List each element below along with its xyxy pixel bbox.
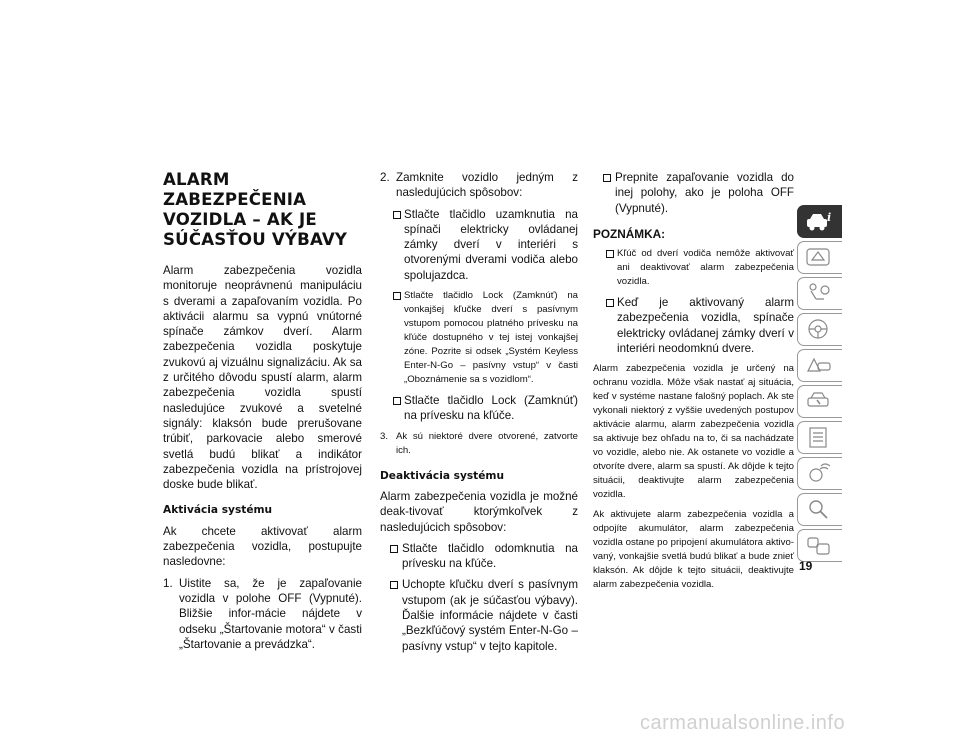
body-paragraph: Ak aktivujete alarm zabezpečenia vozidla a odpojíte akumulátor, alarm zabezpečenia vozidla ostane po pripojení akumulátora aktivo-vaný, vonkajšie svetlá budú blikať a bude znieť klaksón. Ak dôjde k tejto situácii, deaktivujte alarm zabezpečenia vozidla. xyxy=(593,509,794,591)
emergency-icon xyxy=(804,353,834,377)
languages-icon xyxy=(804,533,834,557)
list-item-text: Stlačte tlačidlo Lock (Zamknúť) na prívesku na kľúče. xyxy=(404,394,578,423)
checkbox-bullet-icon xyxy=(393,211,401,219)
tab-service[interactable] xyxy=(797,385,842,418)
intro-paragraph: Alarm zabezpečenia vozidla monitoruje neoprávnenú manipuláciu s dverami a zapaľovaním vozidla. Po aktivácii alarmu sa vypnú vnútorné spínače zámkov dverí. Alarm zabezpečenia vozidla poskytuje zvukovú aj vizuálnu signalizáciu. Ak sa z určitého dôvodu spustí alarm, alarm zabezpečenia vozidla spustí nasledujúce zvukové a svetelné signály: klaksón bude prerušovane trúbiť, parkovacie alebo smerové svetlá budú blikať a indikátor zabezpečenia vozidla na prístrojovej doske bude blikať. xyxy=(163,264,362,492)
checkbox-bullet-icon xyxy=(390,545,398,553)
chapter-tabs xyxy=(797,205,841,565)
list-item xyxy=(380,207,578,283)
checkbox-bullet-icon xyxy=(390,581,398,589)
list-item-text: Stlačte tlačidlo Lock (Zamknúť) na vonkajšej kľučke dverí s pasívnym vstupom pomocou platného prívesku na kľúče dostupného v tej istej vonkajšej zóne. Pozrite si odsek „Systém Keyless Enter-N-Go – pasívny vstup“ v časti „Oboznámenie sa s vozidlom“. xyxy=(404,290,578,386)
list-item-text: Keď je aktivovaný alarm zabezpečenia vozidla, spínače elektricky ovládanej zámky dverí v interiéri neodomknú dvere. xyxy=(617,296,794,356)
list-item xyxy=(380,289,578,387)
list-item-text: Kľúč od dverí vodiča nemôže aktivovať ani deaktivovať alarm zabezpečenia vozidla. xyxy=(617,248,794,288)
list-item-text: Prepnite zapaľovanie vozidla do inej polohy, ako je poloha OFF (Vypnuté). xyxy=(615,171,794,215)
note-heading: POZNÁMKA: xyxy=(593,226,666,241)
step-3 xyxy=(380,430,578,458)
list-item xyxy=(380,393,578,424)
list-item xyxy=(593,295,794,356)
warning-lights-icon xyxy=(804,245,834,269)
tab-warning-lights[interactable] xyxy=(797,241,842,274)
step-number: 2. xyxy=(380,171,390,184)
tab-index[interactable] xyxy=(797,493,842,526)
list-item xyxy=(593,170,794,216)
list-item-text: Stlačte tlačidlo uzamknutia na spínači elektricky ovládanej zámky dverí v interiéri s otvorenými dverami vodiča alebo spolujazdca. xyxy=(404,207,578,282)
tab-airbag[interactable] xyxy=(797,277,842,310)
list-item-text: Uchopte kľučku dverí s pasívnym vstupom (ak je súčasťou výbavy). Ďalšie informácie nájdete v časti „Bezkľúčový systém Enter-N-Go – pasívny vstup“ v tejto kapitole. xyxy=(402,578,578,653)
checkbox-bullet-icon xyxy=(606,299,614,307)
deactivation-heading: Deaktivácia systému xyxy=(380,469,505,482)
multimedia-icon xyxy=(804,461,834,485)
tab-specs[interactable] xyxy=(797,421,842,454)
column-2 xyxy=(380,170,578,660)
deactivation-intro: Alarm zabezpečenia vozidla je možné deak-tivovať ktorýmkoľvek z nasledujúcich spôsobov: xyxy=(380,489,578,534)
title-line: SÚČASŤOU VÝBAVY xyxy=(163,230,348,249)
column-3 xyxy=(593,170,794,598)
list-item xyxy=(593,247,794,289)
step-1 xyxy=(163,576,362,652)
list-item-text: Stlačte tlačidlo odomknutia na prívesku na kľúče. xyxy=(402,541,578,571)
checkbox-bullet-icon xyxy=(393,397,401,405)
service-icon xyxy=(804,389,834,413)
list-item xyxy=(380,541,578,572)
activation-heading: Aktivácia systému xyxy=(163,504,273,517)
step-number: 3. xyxy=(380,430,389,442)
list-item xyxy=(380,577,578,653)
title-line: VOZIDLA – AK JE xyxy=(163,210,317,229)
body-paragraph: Alarm zabezpečenia vozidla je určený na ochranu vozidla. Môže však nastať aj situácia, keď v systéme nastane falošný poplach. Ak ste vykonali niektorý z vyššie uvedených postupov aktivácie alarmu, alarm zabezpečenia vozidla sa aktivuje bez ohľadu na to, či sa nachádzate vo vozidle, alebo nie. Ak ostanete vo vozidle a otvoríte dvere, alarm sa spustí. Ak dôjde k tejto situácii, deaktivujte alarm zabezpečenia vozidla. xyxy=(593,363,794,501)
page-number: 19 xyxy=(799,559,813,573)
step-text: Zamknite vozidlo jedným z nasledujúcich spôsobov: xyxy=(396,171,578,200)
step-number: 1. xyxy=(163,576,173,590)
activation-intro: Ak chcete aktivovať alarm zabezpečenia vozidla, postupujte nasledovne: xyxy=(163,524,362,569)
checkbox-bullet-icon xyxy=(603,174,611,182)
checkbox-bullet-icon xyxy=(393,292,401,300)
tab-emergency[interactable] xyxy=(797,349,842,382)
title-line: ALARM ZABEZPEČENIA xyxy=(163,170,307,209)
step-text: Ak sú niektoré dvere otvorené, zatvorte ich. xyxy=(396,430,578,456)
tab-car-info[interactable] xyxy=(797,205,842,238)
tab-multimedia[interactable] xyxy=(797,457,842,490)
specs-icon xyxy=(804,425,834,449)
footer-watermark: carmanualsonline.info xyxy=(640,712,846,734)
index-search-icon xyxy=(804,497,834,521)
tab-steering[interactable] xyxy=(797,313,842,346)
section-title xyxy=(163,170,362,250)
step-text: Uistite sa, že je zapaľovanie vozidla v polohe OFF (Vypnuté). Bližšie infor-mácie nájdete v odseku „Štartovanie motora“ v časti „Štartovanie a prevádzka“. xyxy=(179,576,362,651)
steering-wheel-icon xyxy=(804,317,834,341)
tab-languages[interactable] xyxy=(797,529,842,562)
airbag-icon xyxy=(804,281,834,305)
step-2 xyxy=(380,170,578,201)
svg-text:i: i xyxy=(827,211,832,224)
car-info-icon xyxy=(804,209,834,233)
checkbox-bullet-icon xyxy=(606,250,614,258)
column-1 xyxy=(163,170,362,658)
